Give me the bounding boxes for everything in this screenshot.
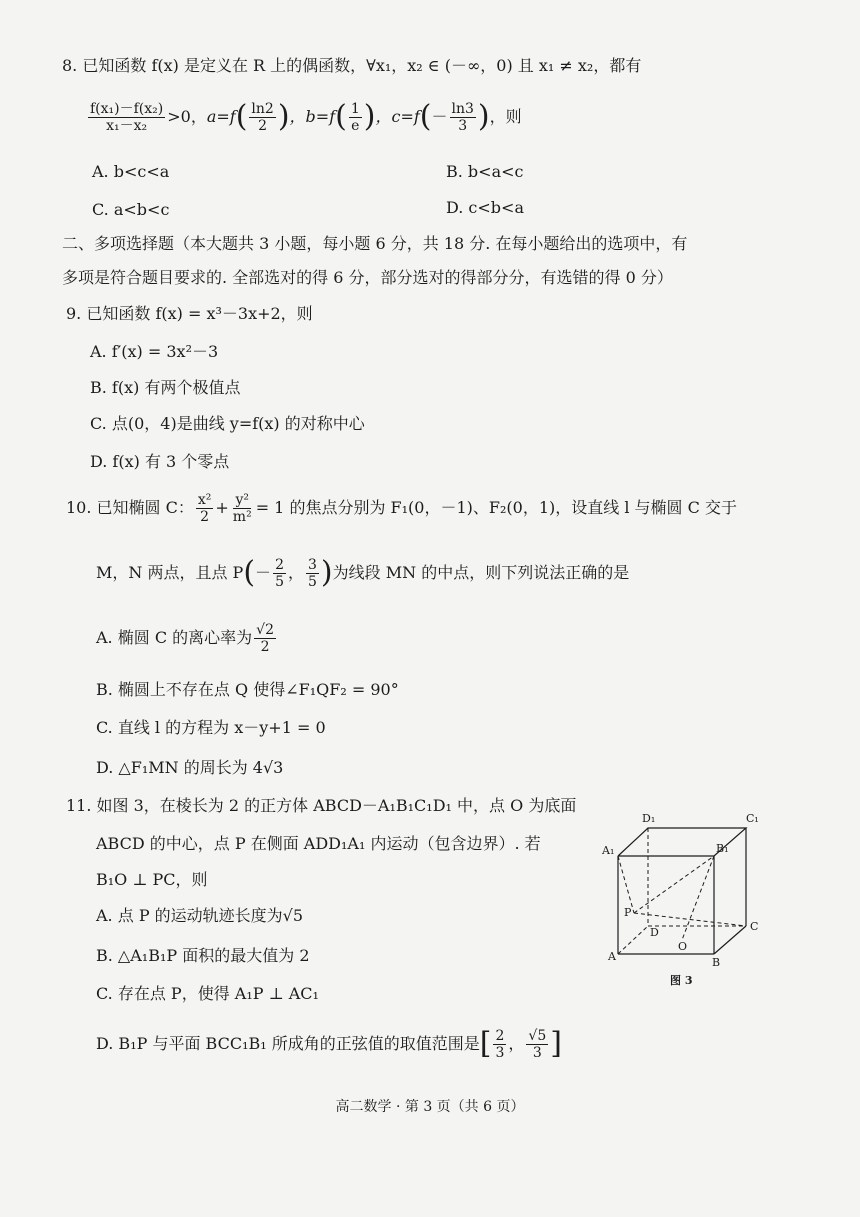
q10-option-c: C. 直线 l 的方程为 x－y+1 = 0 — [96, 718, 326, 737]
q11-option-d: D. B₁P 与平面 BCC₁B₁ 所成角的正弦值的取值范围是 [ $\frac{2}{3}$ ， $\frac{√5}{3}$ ] — [96, 1026, 562, 1061]
figure-3-cube — [598, 808, 768, 993]
q11-line3: B₁O ⊥ PC，则 — [96, 870, 208, 889]
q9-option-c: C. 点(0，4)是曲线 y=f(x) 的对称中心 — [90, 414, 365, 433]
q10-p2-fraction: $\frac{3}{5}$ — [308, 556, 317, 590]
q9-stem: 9. 已知函数 f(x) = x³－3x+2，则 — [66, 304, 313, 323]
segment-A1P — [618, 856, 634, 913]
figure-caption: 图 3 — [670, 974, 693, 987]
segment-PC — [634, 913, 746, 926]
q11-range-high: $\frac{√5}{3}$ — [528, 1027, 547, 1061]
q10-x-fraction: $\frac{\text{x²}}{2}$ — [197, 491, 212, 525]
label-C: C — [750, 920, 759, 933]
label-D1: D₁ — [642, 812, 656, 825]
label-B: B — [712, 956, 721, 969]
q8-option-a: A. b<c<a — [92, 162, 170, 181]
q8-option-b: B. b<a<c — [446, 162, 524, 181]
q11-option-c: C. 存在点 P，使得 A₁P ⊥ AC₁ — [96, 984, 319, 1003]
q8-option-c: C. a<b<c — [92, 200, 170, 219]
hidden-edge-AD — [618, 926, 648, 954]
q10-option-a: A. 椭圆 C 的离心率为 $\frac{√2}{2}$ — [96, 621, 274, 655]
q11-line2: ABCD 的中心，点 P 在侧面 ADD₁A₁ 内运动（包含边界）. 若 — [96, 834, 541, 853]
q8-option-d: D. c<b<a — [446, 198, 524, 217]
label-A: A — [608, 950, 616, 963]
label-D: D — [650, 926, 659, 939]
q8-stem: 8. 已知函数 f(x) 是定义在 R 上的偶函数，∀x₁，x₂ ∈ (－∞，0) 且 x₁ ≠ x₂，都有 — [62, 56, 642, 75]
q11-range-low: $\frac{2}{3}$ — [495, 1027, 505, 1061]
segment-B1O — [682, 856, 714, 940]
q8-b-fraction: $\frac{1}{e}$ — [350, 100, 360, 134]
q11-line1: 11. 如图 3，在棱长为 2 的正方体 ABCD－A₁B₁C₁D₁ 中，点 O 为底面 — [66, 796, 577, 815]
q10-stem: 10. 已知椭圆 C： $\frac{\text{x²}}{2}$ + $\frac{\text{y²}}{\text{m²}}$ = 1 的焦点分别为 F₁(0，－1)、F₂(0，1)，设直线 l 与椭圆 C 交于 — [66, 491, 737, 525]
q8-a-fraction: $\frac{\ln 2}{2}$ — [251, 100, 274, 134]
q8-c-fraction: $\frac{\ln 3}{3}$ — [451, 100, 474, 134]
q10-line2: M，N 两点，且点 P ( － $\frac{2}{5}$ ， $\frac{3}{5}$ ) 为线段 MN 的中点，则下列说法正确的是 — [96, 555, 630, 590]
label-C1: C₁ — [746, 812, 759, 825]
q9-option-a: A. f′(x) = 3x²－3 — [90, 342, 219, 361]
q10-option-d: D. △F₁MN 的周长为 4√3 — [96, 758, 284, 777]
section2-heading: 二、多项选择题（本大题共 3 小题，每小题 6 分，共 18 分. 在每小题给出的选项中，有 — [62, 234, 688, 253]
q8-condition: $\frac{\text{f(x₁)－f(x₂)}}{\text{x₁－x₂}}$ >0， a=f ( $\frac{\ln 2}{2}$ ) ，b=f ( $\frac{1}{e}$ ) ，c=f ( － $\frac{\ln 3}{3}$ ) ，则 — [90, 99, 522, 134]
q11-option-a: A. 点 P 的运动轨迹长度为√5 — [96, 906, 304, 925]
q10-p1-fraction: $\frac{2}{5}$ — [275, 556, 284, 590]
page-footer: 高二数学 · 第 3 页（共 6 页） — [335, 1099, 525, 1115]
q10-eccentricity-fraction: $\frac{√2}{2}$ — [256, 621, 274, 655]
edge-BC — [714, 926, 746, 954]
q9-option-d: D. f(x) 有 3 个零点 — [90, 452, 230, 471]
label-O: O — [678, 940, 688, 953]
q10-y-fraction: $\frac{\text{y²}}{\text{m²}}$ — [232, 491, 252, 525]
label-P: P — [624, 906, 632, 919]
section2-instructions: 多项是符合题目要求的. 全部选对的得 6 分，部分选对的得部分分，有选错的得 0 分） — [62, 268, 673, 287]
q9-option-b: B. f(x) 有两个极值点 — [90, 378, 241, 397]
q10-option-b: B. 椭圆上不存在点 Q 使得∠F₁QF₂ = 90° — [96, 680, 399, 699]
q8-condition-fraction: $\frac{\text{f(x₁)－f(x₂)}}{\text{x₁－x₂}}$ — [90, 100, 164, 134]
label-A1: A₁ — [602, 844, 615, 857]
label-B1: B₁ — [716, 842, 729, 855]
segment-PB1 — [634, 856, 714, 913]
q11-option-b: B. △A₁B₁P 面积的最大值为 2 — [96, 946, 310, 965]
